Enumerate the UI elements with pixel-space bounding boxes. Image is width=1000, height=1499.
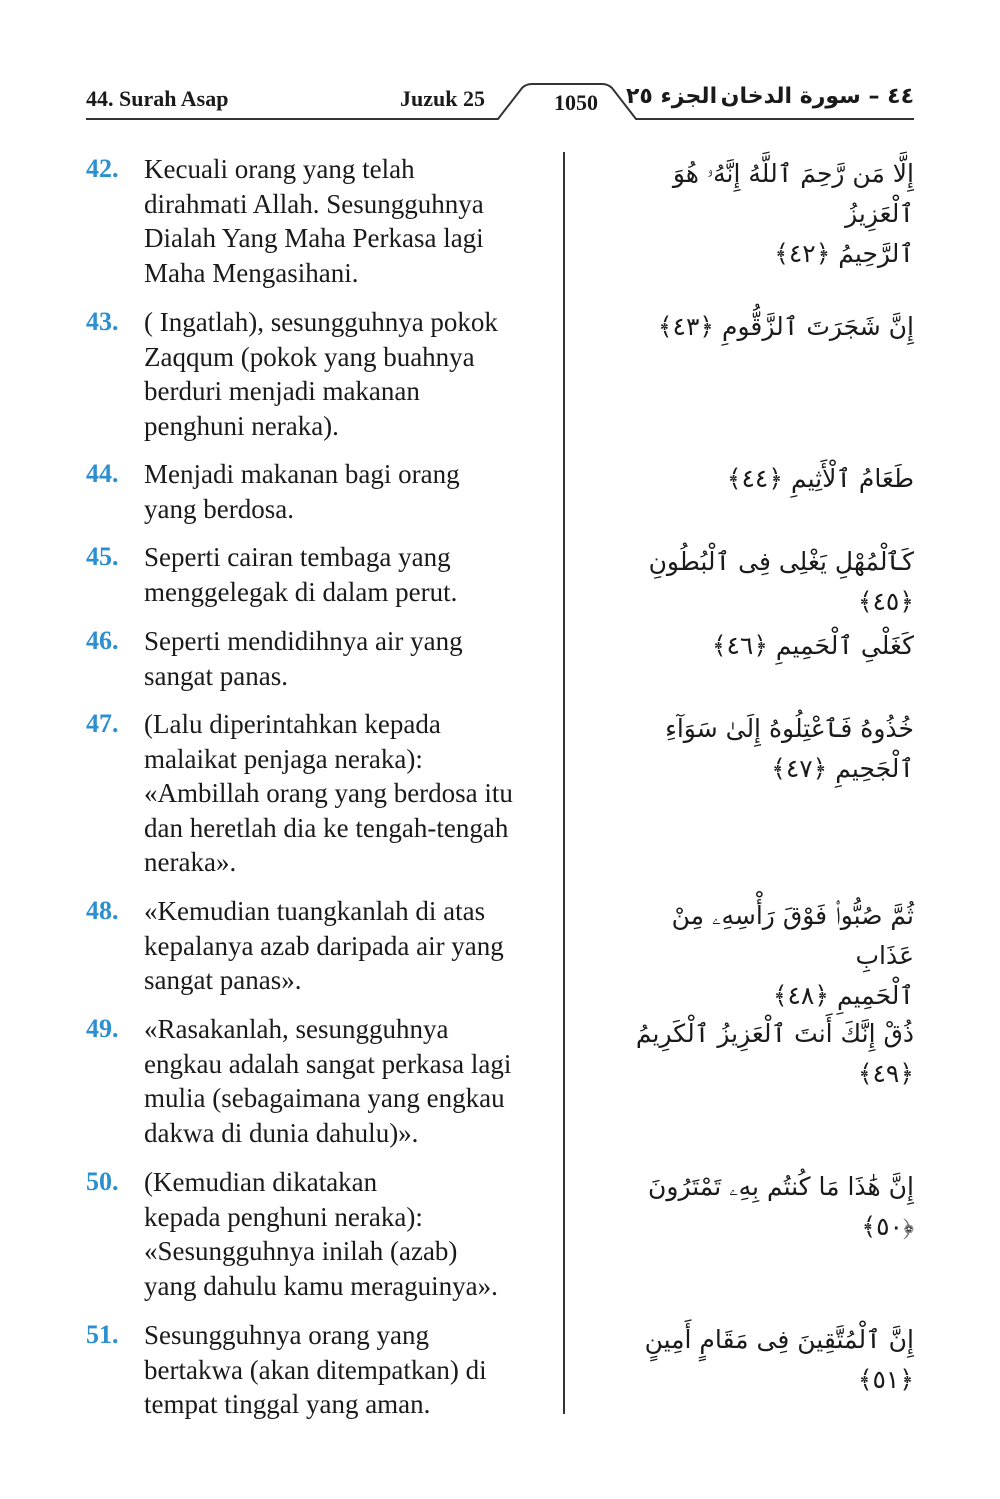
verse-translation: Seperti mendidihnya air yang sangat panas. (144, 626, 463, 691)
verse-arabic (614, 1320, 914, 1400)
arabic-surah-title: ٤٤ – سورة الدخان (720, 84, 914, 109)
verse-translation: Menjadi makanan bagi orang yang berdosa. (144, 459, 460, 524)
arabic-line: إِلَّا مَن رَّحِمَ ٱللَّهُ إِنَّهُۥ هُوَ ٱلْعَزِيزُ (672, 159, 914, 228)
verse-translation: Seperti cairan tembaga yang menggelegak di dalam perut. (144, 542, 458, 607)
arabic-line: ٱلرَّحِيمُ ﴿٤٢﴾ (774, 239, 914, 268)
verse-translation: «Rasakanlah, sesungguhnya engkau adalah sangat perkasa lagi mulia (sebagaimana yang engkau dakwa di dunia dahulu)». (144, 1014, 512, 1148)
verse-arabic (614, 542, 914, 622)
arabic-line: كَٱلْمُهْلِ يَغْلِى فِى ٱلْبُطُونِ ﴿٤٥﴾ (648, 547, 914, 616)
verse-number: 51. (86, 1320, 119, 1349)
verse-number: 48. (86, 896, 119, 925)
arabic-line: كَغَلْىِ ٱلْحَمِيمِ ﴿٤٦﴾ (711, 631, 914, 660)
verse-translation: ( Ingatlah), sesungguhnya pokok Zaqqum (pokok yang buahnya berduri menjadi makanan penghuni neraka). (144, 307, 498, 441)
verse-number: 47. (86, 709, 119, 738)
verse-number: 50. (86, 1167, 119, 1196)
verse-number: 43. (86, 307, 119, 336)
verse-arabic (614, 896, 914, 1016)
juzuk-label: Juzuk 25 (400, 86, 485, 111)
page-header (86, 82, 914, 122)
verse-translation: Sesungguhnya orang yang bertakwa (akan ditempatkan) di tempat tinggal yang aman. (144, 1320, 487, 1419)
verse-number: 45. (86, 542, 119, 571)
arabic-line: إِنَّ شَجَرَتَ ٱلزَّقُّومِ ﴿٤٣﴾ (657, 312, 914, 341)
arabic-line: خُذُوهُ فَٱعْتِلُوهُ إِلَىٰ سَوَآءِ ٱلْجَحِيمِ ﴿٤٧﴾ (665, 714, 914, 783)
verse-arabic (614, 459, 914, 499)
verse-number: 44. (86, 459, 119, 488)
page-number: 1050 (554, 90, 598, 115)
verse-arabic (614, 709, 914, 789)
arabic-line: ذُقْ إِنَّكَ أَنتَ ٱلْعَزِيزُ ٱلْكَرِيمُ ﴿٤٩﴾ (635, 1019, 914, 1088)
arabic-line: ٱلْحَمِيمِ ﴿٤٨﴾ (772, 981, 914, 1010)
verse-translation: (Kemudian dikatakan kepada penghuni neraka): «Sesungguhnya inilah (azab) yang dahulu kamu meraguinya». (144, 1167, 498, 1301)
verse-number: 49. (86, 1014, 119, 1043)
verse-number: 42. (86, 154, 119, 183)
arabic-juz-label: الجزء ٢٥ (626, 84, 718, 109)
verse-translation: Kecuali orang yang telah dirahmati Allah. Sesungguhnya Dialah Yang Maha Perkasa lagi Maha Mengasihani. (144, 154, 484, 288)
arabic-line: إِنَّ هَٰذَا مَا كُنتُم بِهِۦ تَمْتَرُونَ ﴿٥٠﴾ (648, 1172, 914, 1241)
verse-arabic (614, 307, 914, 347)
verse-arabic (614, 154, 914, 274)
verse-translation: (Lalu diperintahkan kepada malaikat penjaga neraka): «Ambillah orang yang berdosa itu dan heretlah dia ke tengah-tengah neraka». (144, 709, 513, 877)
verse-arabic (614, 1167, 914, 1247)
surah-latin-title: 44. Surah Asap (86, 86, 229, 111)
verse-number: 46. (86, 626, 119, 655)
arabic-line: طَعَامُ ٱلْأَثِيمِ ﴿٤٤﴾ (726, 464, 914, 493)
arabic-line: إِنَّ ٱلْمُتَّقِينَ فِى مَقَامٍ أَمِينٍ ﴿٥١﴾ (644, 1325, 914, 1394)
verse-translation: «Kemudian tuangkanlah di atas kepalanya azab daripada air yang sangat panas». (144, 896, 504, 995)
arabic-line: ثُمَّ صُبُّوا۟ فَوْقَ رَأْسِهِۦ مِنْ عَذَابِ (671, 901, 914, 970)
verse-arabic (614, 1014, 914, 1094)
verse-arabic (614, 626, 914, 666)
